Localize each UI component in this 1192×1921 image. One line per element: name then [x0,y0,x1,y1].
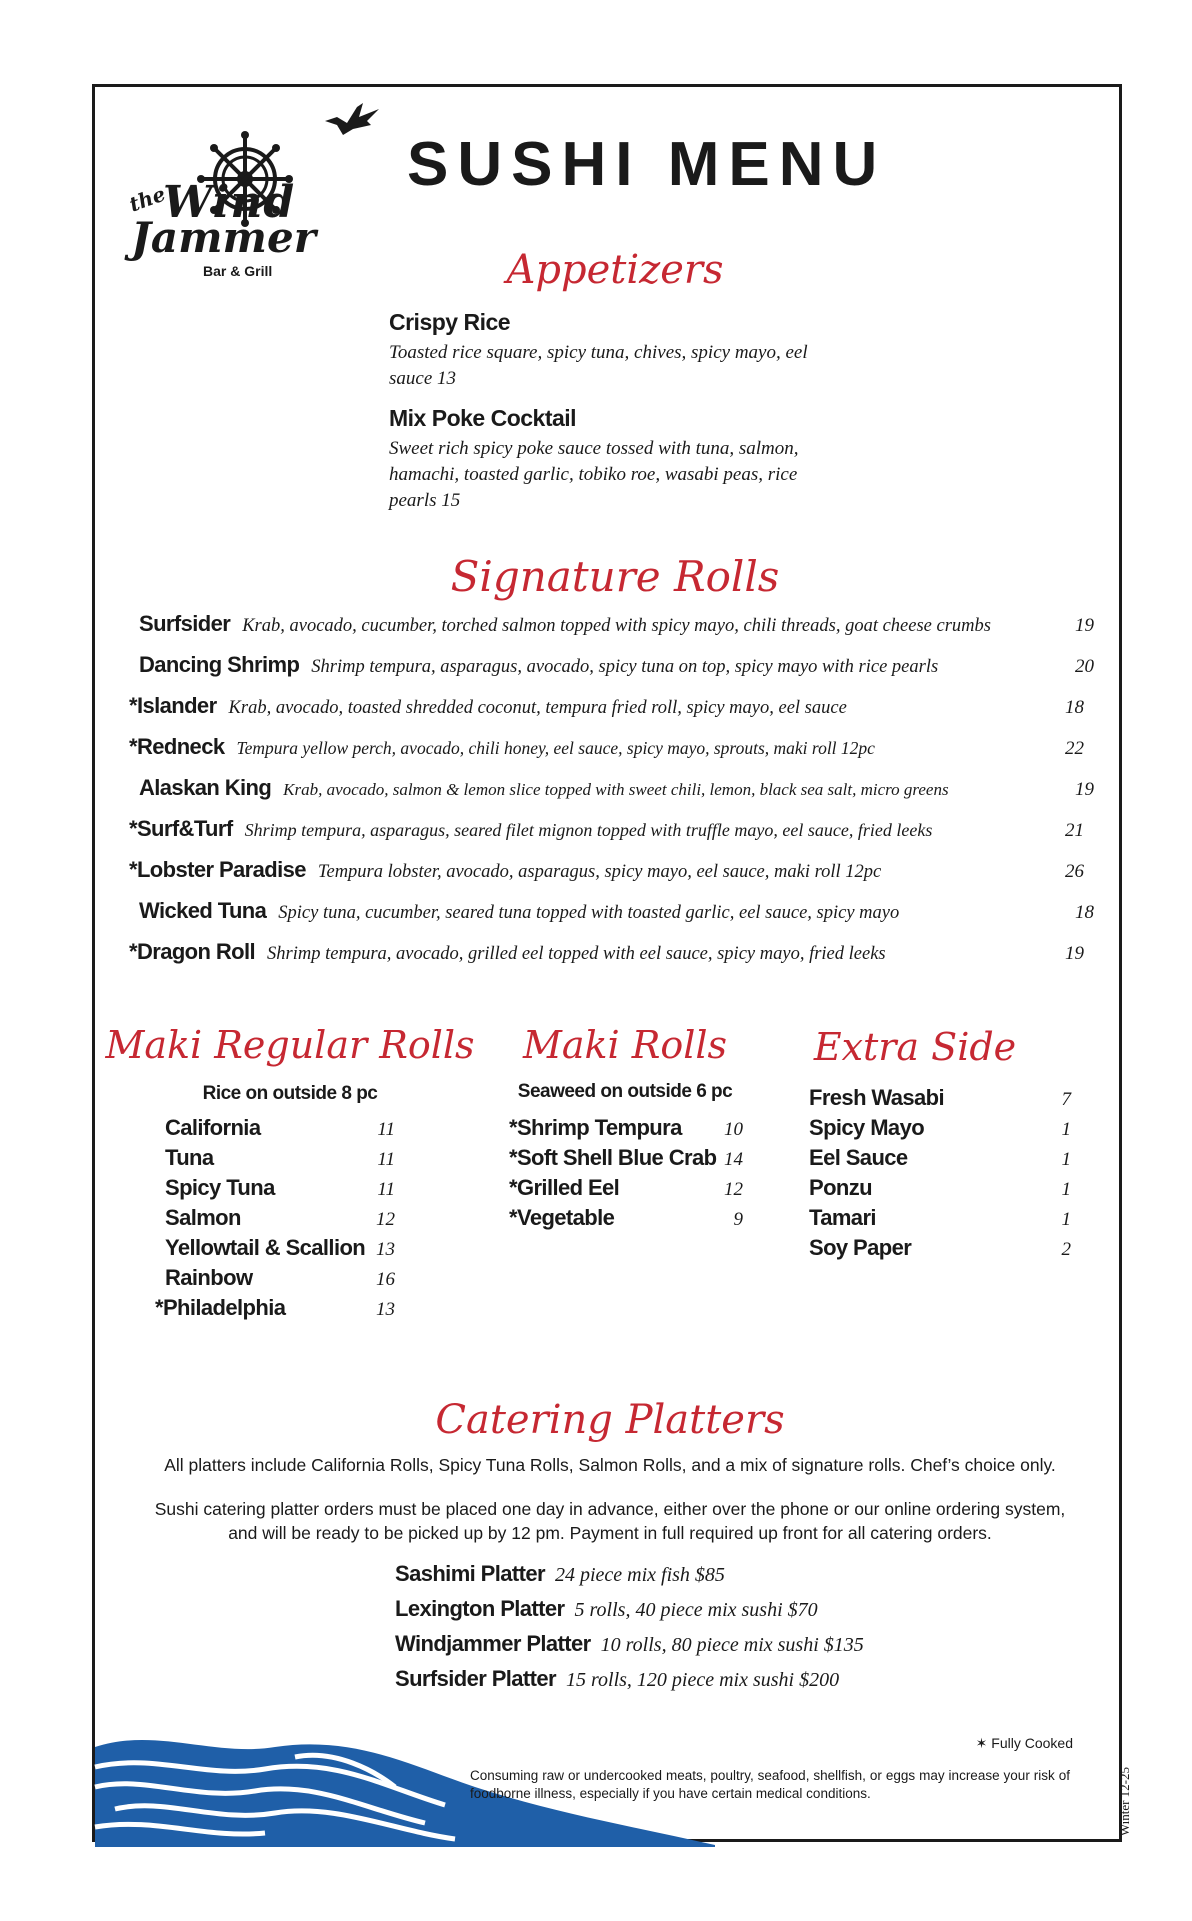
signature-row [129,939,1084,973]
item-name: Spicy Tuna [165,1175,275,1200]
maki-sub: Seaweed on outside 6 pc [517,1081,733,1102]
maki-title: Maki Rolls [522,1023,728,1067]
fully-cooked-note: ✶ Fully Cooked [975,1735,1073,1751]
appetizers-title: Appetizers [506,247,724,293]
signature-desc: Tempura yellow perch, avocado, chili honey, eel sauce, spicy mayo, sprouts, maki roll 12pc [236,738,875,758]
list-item [509,1145,743,1175]
platter-row [395,1631,864,1666]
item-price: 12 [724,1179,743,1200]
signature-name: *Lobster Paradise [129,857,306,882]
signature-row [129,734,1084,768]
list-item [155,1265,395,1295]
maki-regular-sub: Rice on outside 8 pc [202,1083,378,1104]
list-item [809,1175,1071,1205]
appetizer-name: Crispy Rice [389,309,511,335]
appetizer-item [389,309,849,392]
list-item [155,1235,395,1265]
signature-row [129,693,1084,727]
item-name: California [165,1115,261,1140]
signature-row [139,775,1094,809]
item-name: Rainbow [165,1265,253,1290]
signature-price: 19 [1065,943,1084,964]
signature-row [129,857,1084,891]
signature-desc: Krab, avocado, toasted shredded coconut, tempura fried roll, spicy mayo, eel sauce [228,698,847,718]
list-item [809,1115,1071,1145]
appetizer-name: Mix Poke Cocktail [389,405,577,431]
item-price: 9 [733,1209,743,1230]
brand-logo [123,117,343,279]
item-name: Ponzu [809,1175,872,1200]
list-item [809,1085,1071,1115]
signature-price: 20 [1075,656,1094,677]
appetizer-item [389,405,849,514]
signature-price: 19 [1075,615,1094,636]
item-price: 1 [1061,1149,1071,1170]
season-label: Winter 12-25 [1117,1767,1132,1837]
item-price: 1 [1061,1209,1071,1230]
extra-title: Extra Side [813,1025,1017,1069]
item-name: *Shrimp Tempura [509,1115,682,1140]
platter-desc: 10 rolls, 80 piece mix sushi $135 [600,1634,864,1656]
item-price: 13 [376,1299,395,1320]
item-price: 1 [1061,1179,1071,1200]
list-item [809,1235,1071,1265]
signature-name: *Islander [129,693,217,718]
disclaimer: Consuming raw or undercooked meats, poultry, seafood, shellfish, or eggs may increase your risk of foodborne illness, especially if you have certain medical conditions. [470,1768,1070,1801]
signature-price: 26 [1065,861,1084,882]
signature-name: *Dragon Roll [129,939,256,964]
signature-row [139,652,1094,686]
signature-desc: Krab, avocado, cucumber, torched salmon topped with spicy mayo, chili threads, goat cheese crumbs [242,616,991,636]
signature-name: Wicked Tuna [139,898,267,923]
platter-name: Windjammer Platter [395,1631,591,1656]
list-item [509,1115,743,1145]
list-item [509,1175,743,1205]
signature-name: Alaskan King [139,775,272,800]
list-item [155,1205,395,1235]
signature-desc: Shrimp tempura, asparagus, seared filet mignon topped with truffle mayo, eel sauce, fried leeks [244,820,933,840]
item-price: 12 [376,1209,395,1230]
brand-wind: Wind [163,177,296,228]
platter-row [395,1666,839,1701]
signature-desc: Shrimp tempura, avocado, grilled eel topped with eel sauce, spicy mayo, fried leeks [267,944,886,964]
maki-list [509,1115,743,1235]
item-price: 10 [724,1119,743,1140]
catering-line2: Sushi catering platter orders must be placed one day in advance, either over the phone or our online ordering system, [154,1499,1066,1519]
bird-icon [323,99,383,143]
item-price: 16 [376,1269,395,1290]
signature-desc: Spicy tuna, cucumber, seared tuna topped with toasted garlic, eel sauce, spicy mayo [278,903,900,923]
list-item [809,1145,1071,1175]
item-name: Salmon [165,1205,241,1230]
item-price: 7 [1061,1089,1071,1110]
item-price: 13 [376,1239,395,1260]
platter-name: Sashimi Platter [395,1561,545,1586]
appetizer-desc: Sweet rich spicy poke sauce tossed with tuna, salmon, hamachi, toasted garlic, tobiko roe, wasabi peas, rice pearls 15 [389,438,799,511]
item-name: Spicy Mayo [809,1115,925,1140]
signature-title: Signature Rolls [450,552,780,601]
platter-row [395,1561,725,1596]
platter-desc: 5 rolls, 40 piece mix sushi $70 [574,1599,818,1621]
signature-name: *Redneck [129,734,225,759]
signature-price: 18 [1075,902,1094,923]
appetizer-desc: Toasted rice square, spicy tuna, chives, spicy mayo, eel sauce 13 [389,342,808,389]
item-price: 11 [377,1119,395,1140]
menu-frame [92,84,1132,1842]
list-item [809,1205,1071,1235]
signature-row [139,611,1094,645]
signature-row [139,898,1094,932]
signature-desc: Tempura lobster, avocado, asparagus, spicy mayo, eel sauce, maki roll 12pc [317,862,882,882]
platter-desc: 15 rolls, 120 piece mix sushi $200 [565,1669,840,1691]
signature-price: 22 [1065,738,1084,759]
platter-name: Surfsider Platter [395,1666,556,1691]
item-price: 2 [1061,1239,1071,1260]
signature-price: 21 [1065,820,1084,841]
brand-jammer: Jammer [131,213,316,262]
item-name: Tamari [809,1205,876,1230]
signature-desc: Shrimp tempura, asparagus, avocado, spicy tuna on top, spicy mayo with rice pearls [311,657,939,677]
catering-title: Catering Platters [435,1397,785,1443]
brand-the: the [125,181,169,217]
maki-regular-title: Maki Regular Rolls [105,1023,475,1067]
page-title: SUSHI MENU [407,130,887,199]
signature-name: Surfsider [139,611,231,636]
signature-name: *Surf&Turf [129,816,233,841]
signature-name: Dancing Shrimp [139,652,300,677]
catering-line1: All platters include California Rolls, Spicy Tuna Rolls, Salmon Rolls, and a mix of signature rolls. Chef’s choice only. [164,1455,1056,1475]
extra-list [809,1085,1071,1265]
maki-regular-list [155,1115,395,1325]
list-item [155,1145,395,1175]
item-name: *Grilled Eel [509,1175,620,1200]
item-name: *Vegetable [509,1205,615,1230]
signature-row [129,816,1084,850]
platter-row [395,1596,818,1631]
item-price: 11 [377,1179,395,1200]
signature-price: 18 [1065,697,1084,718]
brand-sub: Bar & Grill [203,263,273,279]
item-name: Yellowtail & Scallion [165,1235,366,1260]
item-name: Fresh Wasabi [809,1085,945,1110]
catering-line3: and will be ready to be picked up by 12 pm. Payment in full required up front for all catering orders. [228,1523,992,1543]
item-price: 1 [1061,1119,1071,1140]
list-item [155,1115,395,1145]
item-name: Tuna [165,1145,214,1170]
signature-price: 19 [1075,779,1094,800]
list-item [509,1205,743,1235]
list-item [155,1295,395,1325]
platter-name: Lexington Platter [395,1596,565,1621]
item-name: *Soft Shell Blue Crab [509,1145,717,1170]
item-name: Soy Paper [809,1235,912,1260]
item-price: 14 [724,1149,743,1170]
item-name: Eel Sauce [809,1145,908,1170]
item-name: *Philadelphia [155,1295,286,1320]
item-price: 11 [377,1149,395,1170]
list-item [155,1175,395,1205]
platter-desc: 24 piece mix fish $85 [554,1564,725,1586]
signature-desc: Krab, avocado, salmon & lemon slice topped with sweet chili, lemon, black sea salt, micro greens [283,780,949,799]
